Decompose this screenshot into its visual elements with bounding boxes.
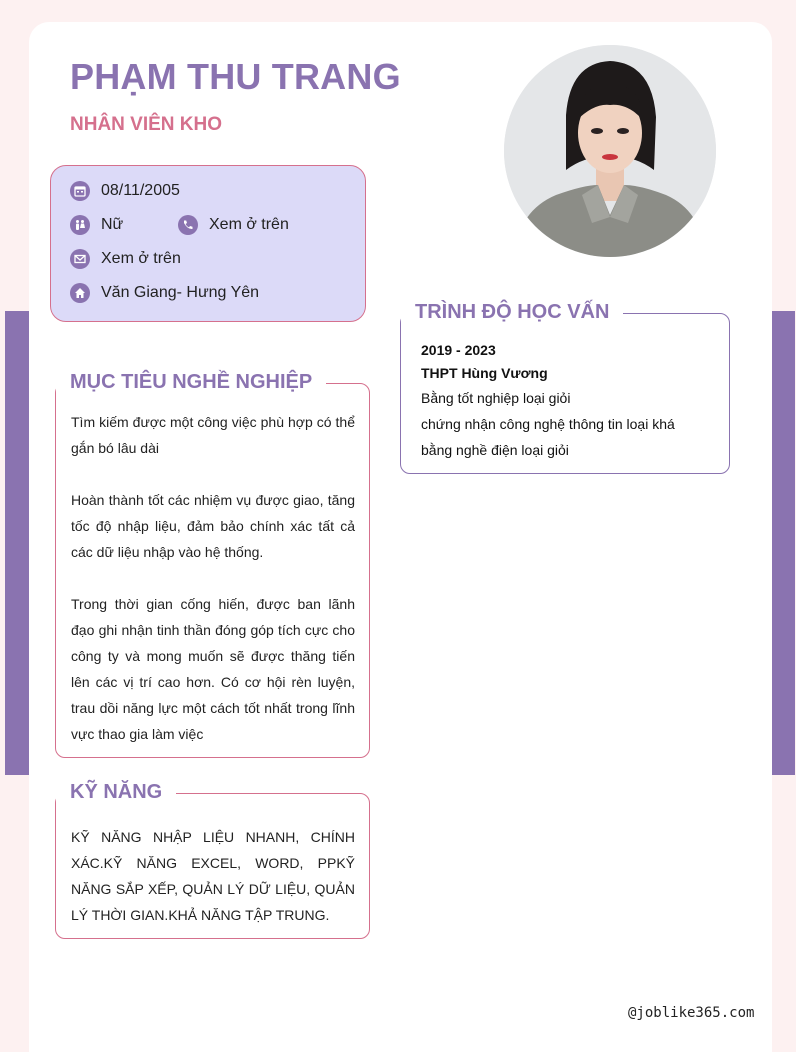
education-title: TRÌNH ĐỘ HỌC VẤN [401, 301, 623, 324]
phone-icon [178, 215, 198, 235]
education-detail: Bằng tốt nghiệp loại giỏi [421, 390, 571, 406]
contact-address [70, 283, 259, 303]
education-school: THPT Hùng Vương [421, 365, 548, 381]
gender-text: Nữ [101, 216, 124, 233]
email-text[interactable]: Xem ở trên [101, 250, 181, 267]
skills-body [71, 824, 355, 928]
calendar-icon [70, 181, 90, 201]
candidate-name: PHẠM THU TRANG [70, 56, 401, 97]
objective-title: MỤC TIÊU NGHỀ NGHIỆP [56, 371, 326, 394]
education-body [421, 339, 675, 463]
address-text: Văn Giang- Hưng Yên [101, 284, 260, 301]
education-detail: chứng nhận công nghệ thông tin loại khá [421, 416, 675, 432]
objective-body [71, 409, 355, 747]
objective-paragraph-2: Hoàn thành tốt các nhiệm vụ được giao, tăng tốc độ nhập liệu, đảm bảo chính xác tất cả các dữ liệu nhập vào hệ thống. [71, 492, 355, 560]
profile-photo [504, 45, 716, 257]
contact-email [70, 249, 181, 269]
birthday-text: 08/11/2005 [101, 182, 180, 199]
skills-text: KỸ NĂNG NHẬP LIỆU NHANH, CHÍNH XÁC.KỸ NĂNG EXCEL, WORD, PPKỸ NĂNG SẮP XẾP, QUẢN LÝ DỮ LIỆU, QUẢN LÝ THỜI GIAN.KHẢ NĂNG TẬP TRUNG. [71, 829, 355, 923]
education-years: 2019 - 2023 [421, 342, 496, 358]
left-accent-band [5, 311, 31, 775]
contact-birthday [70, 181, 180, 201]
objective-paragraph-1: Tìm kiếm được một công việc phù hợp có thể gắn bó lâu dài [71, 414, 355, 456]
contact-phone [178, 215, 289, 235]
gender-icon [70, 215, 90, 235]
job-title: NHÂN VIÊN KHO [70, 114, 223, 135]
home-icon [70, 283, 90, 303]
right-accent-band [772, 311, 795, 775]
contact-gender [70, 215, 123, 235]
watermark: @joblike365.com [628, 1005, 755, 1021]
skills-title: KỸ NĂNG [56, 781, 176, 804]
education-detail: bằng nghề điện loại giỏi [421, 442, 569, 458]
email-icon [70, 249, 90, 269]
phone-text[interactable]: Xem ở trên [209, 216, 289, 233]
objective-paragraph-3: Trong thời gian cống hiến, được ban lãnh đạo ghi nhận tinh thần đóng góp tích cực cho công ty và mong muốn sẽ được thăng tiến lên các vị trí cao hơn. Có cơ hội rèn luyện, trau dồi năng lực một cách tốt nhất trong lĩnh vực thao gia làm việc [71, 596, 355, 742]
